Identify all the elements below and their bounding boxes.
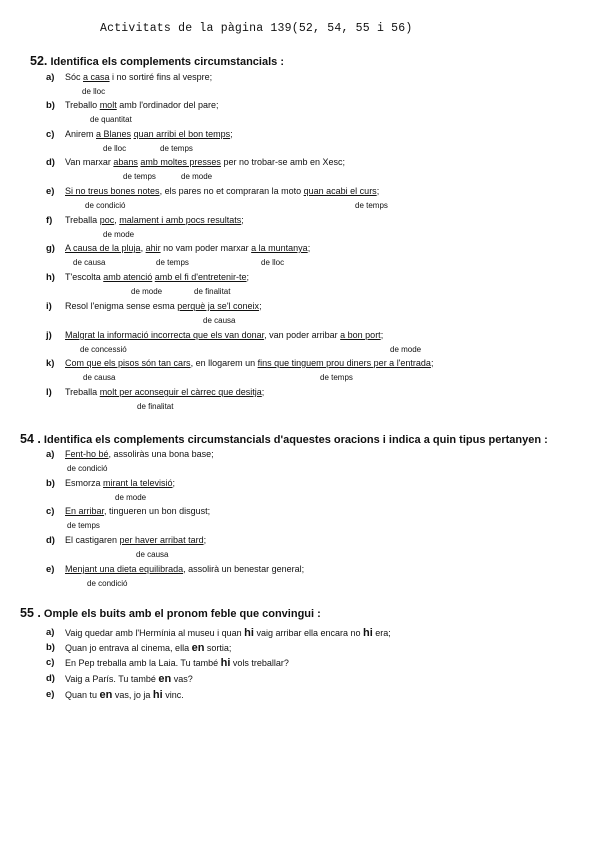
item-letter: c) — [46, 657, 55, 668]
complement-type-label: de lloc — [261, 258, 285, 267]
sentence-text: ; — [230, 129, 233, 139]
item-letter: c) — [46, 129, 55, 140]
filled-pronoun: en — [99, 689, 113, 701]
item-sentence — [65, 157, 345, 167]
item-sentence — [65, 272, 249, 282]
sentence-text: vas, jo ja — [112, 690, 153, 700]
sentence-text: Anirem — [65, 129, 97, 139]
sentence-text: , assolirà un benestar general; — [183, 564, 305, 574]
underlined-complement: ahir — [145, 243, 161, 253]
item-letter: j) — [46, 330, 52, 341]
item-letter: a) — [46, 72, 55, 83]
section-54-title: Identifica els complements circumstancials d'aquestes oracions i indica a quin tipus pertanyen : — [43, 434, 548, 446]
sentence-text: ; — [172, 478, 176, 488]
underlined-complement: abans — [113, 157, 138, 167]
filled-pronoun: hi — [220, 657, 231, 669]
item-letter: b) — [46, 100, 55, 111]
sentence-text: Treballa — [65, 215, 100, 225]
underlined-complement: a Blanes — [96, 129, 132, 139]
item-sentence — [65, 642, 231, 654]
item-letter: l) — [46, 387, 52, 398]
sentence-text: Van marxar — [65, 157, 114, 167]
item-sentence — [65, 627, 391, 639]
sentence-text: , — [114, 215, 120, 225]
complement-type-label: de causa — [203, 316, 236, 325]
sentence-text: Vaig quedar amb l'Hermínia al museu i quan — [65, 628, 245, 638]
item-letter: i) — [46, 301, 52, 312]
item-sentence — [65, 243, 310, 253]
complement-type-label: de lloc — [103, 144, 127, 153]
item-sentence — [65, 72, 212, 82]
filled-pronoun: hi — [363, 627, 373, 639]
item-sentence — [65, 358, 433, 368]
page-title: Activitats de la pàgina 139(52, 54, 55 i 56) — [100, 22, 413, 35]
complement-type-label: de concessió — [80, 345, 127, 354]
underlined-complement: quan arribi el bon temps — [133, 129, 231, 139]
complement-type-label: de mode — [390, 345, 422, 354]
sentence-text: , — [140, 243, 146, 253]
complement-type-label: de mode — [115, 493, 147, 502]
item-letter: h) — [46, 272, 55, 283]
sentence-text: ; — [241, 215, 244, 225]
underlined-complement: malament i amb pocs resultats — [119, 215, 242, 225]
complement-type-label: de condició — [87, 579, 128, 588]
sentence-text: T'escolta — [65, 272, 104, 282]
section-54-heading — [20, 432, 548, 446]
complement-type-label: de finalitat — [194, 287, 231, 296]
underlined-complement: mirant la televisió — [103, 478, 173, 488]
underlined-complement: Malgrat la informació incorrecta que els van donar — [65, 330, 265, 340]
sentence-text: Quan jo entrava al cinema, ella — [65, 643, 192, 653]
sentence-text: Resol l'enigma sense esma — [65, 301, 178, 311]
underlined-complement: per haver arribat tard — [119, 535, 204, 545]
underlined-complement: poc — [99, 215, 115, 225]
sentence-text: , els pares no et compraran la moto — [159, 186, 304, 196]
complement-type-label: de mode — [181, 172, 213, 181]
sentence-text: Sóc — [65, 72, 84, 82]
sentence-text: , tingueren un bon disgust; — [104, 506, 211, 516]
item-letter: d) — [46, 673, 55, 684]
underlined-complement: amb el fi d'entretenir-te — [154, 272, 247, 282]
underlined-complement: molt per aconseguir el càrrec que desitja — [99, 387, 262, 397]
item-sentence — [65, 301, 262, 311]
underlined-complement: perquè ja se'l coneix — [177, 301, 260, 311]
complement-type-label: de causa — [136, 550, 169, 559]
sentence-text: vas? — [171, 674, 193, 684]
underlined-complement: Fent-ho bé — [65, 449, 109, 459]
complement-type-label: de temps — [160, 144, 193, 153]
item-sentence — [65, 449, 214, 459]
item-sentence — [65, 673, 193, 685]
sentence-text: ; — [203, 535, 207, 545]
underlined-complement: Si no treus bones notes — [65, 186, 160, 196]
complement-type-label: de causa — [83, 373, 116, 382]
sentence-text: Esmorza — [65, 478, 104, 488]
complement-type-label: de quantitat — [90, 115, 132, 124]
complement-type-label: de condició — [67, 464, 108, 473]
complement-type-label: de temps — [67, 521, 100, 530]
complement-type-label: de temps — [123, 172, 156, 181]
item-letter: a) — [46, 449, 55, 460]
underlined-complement: a bon port — [340, 330, 381, 340]
filled-pronoun: hi — [244, 627, 254, 639]
sentence-text: ; — [430, 358, 434, 368]
complement-type-label: de mode — [103, 230, 135, 239]
underlined-complement: quan acabi el curs — [303, 186, 377, 196]
item-sentence — [65, 100, 218, 110]
item-sentence — [65, 129, 233, 139]
sentence-text: ; — [376, 186, 380, 196]
sentence-text: , assoliràs una bona base; — [108, 449, 214, 459]
section-55-title: Omple els buits amb el pronom feble que convingui : — [43, 608, 321, 620]
filled-pronoun: en — [191, 642, 205, 654]
complement-type-label: de causa — [73, 258, 106, 267]
sentence-text: Treballo — [65, 100, 100, 110]
item-sentence — [65, 215, 244, 225]
sentence-text: , en llogarem un — [190, 358, 258, 368]
underlined-complement: amb atenció — [103, 272, 153, 282]
underlined-complement: a casa — [83, 72, 110, 82]
underlined-complement: En arribar — [65, 506, 105, 516]
sentence-text: ; — [307, 243, 311, 253]
underlined-complement: Menjant una dieta equilibrada — [65, 564, 184, 574]
underlined-complement: Com que els pisos són tan cars — [65, 358, 191, 368]
item-letter: e) — [46, 186, 55, 197]
complement-type-label: de condició — [85, 201, 126, 210]
section-52-title: Identifica els complements circumstancials : — [50, 56, 284, 68]
sentence-text: era; — [372, 628, 391, 638]
item-letter: b) — [46, 478, 55, 489]
underlined-complement: molt — [99, 100, 117, 110]
item-sentence — [65, 689, 184, 701]
sentence-text: sortia; — [204, 643, 232, 653]
section-55-number: 55 . — [20, 606, 41, 620]
underlined-complement: A causa de la pluja — [65, 243, 141, 253]
section-55-heading — [20, 606, 321, 620]
sentence-text: no vam poder marxar — [160, 243, 252, 253]
underlined-complement: fins que tinguem prou diners per a l'entrada — [257, 358, 431, 368]
item-sentence — [65, 387, 264, 397]
sentence-text: vols treballar? — [230, 658, 289, 668]
section-52-heading — [30, 54, 284, 68]
sentence-text: ; — [246, 272, 250, 282]
item-sentence — [65, 535, 206, 545]
item-letter: e) — [46, 689, 55, 700]
complement-type-label: de temps — [355, 201, 388, 210]
sentence-text: per no trobar-se amb en Xesc; — [220, 157, 345, 167]
underlined-complement: amb moltes presses — [140, 157, 221, 167]
item-letter: f) — [46, 215, 53, 226]
sentence-text: Treballa — [65, 387, 100, 397]
sentence-text: ; — [261, 387, 265, 397]
item-letter: k) — [46, 358, 55, 369]
item-sentence — [65, 506, 210, 516]
item-letter: g) — [46, 243, 55, 254]
item-sentence — [65, 657, 289, 669]
complement-type-label: de lloc — [82, 87, 106, 96]
sentence-text: ; — [380, 330, 384, 340]
sentence-text: ; — [259, 301, 262, 311]
complement-type-label: de mode — [131, 287, 163, 296]
underlined-complement: a la muntanya — [251, 243, 308, 253]
sentence-text: El castigaren — [65, 535, 120, 545]
section-54-number: 54 . — [20, 432, 41, 446]
complement-type-label: de temps — [320, 373, 353, 382]
sentence-text: Quan tu — [65, 690, 100, 700]
complement-type-label: de temps — [156, 258, 189, 267]
section-52-number: 52. — [30, 54, 48, 68]
item-letter: d) — [46, 535, 55, 546]
sentence-text: Vaig a París. Tu també — [65, 674, 159, 684]
sentence-text: vinc. — [162, 690, 184, 700]
sentence-text: vaig arribar ella encara no — [253, 628, 363, 638]
sentence-text: , van poder arribar — [264, 330, 341, 340]
item-letter: b) — [46, 642, 55, 653]
item-letter: a) — [46, 627, 55, 638]
filled-pronoun: en — [158, 673, 172, 685]
item-sentence — [65, 186, 379, 196]
item-letter: d) — [46, 157, 55, 168]
item-sentence — [65, 564, 304, 574]
filled-pronoun: hi — [152, 689, 163, 701]
item-sentence — [65, 330, 383, 340]
sentence-text: En Pep treballa amb la Laia. Tu també — [65, 658, 221, 668]
item-letter: c) — [46, 506, 55, 517]
item-letter: e) — [46, 564, 55, 575]
sentence-text: amb l'ordinador del pare; — [116, 100, 219, 110]
complement-type-label: de finalitat — [137, 402, 174, 411]
item-sentence — [65, 478, 175, 488]
sentence-text: i no sortiré fins al vespre; — [109, 72, 213, 82]
